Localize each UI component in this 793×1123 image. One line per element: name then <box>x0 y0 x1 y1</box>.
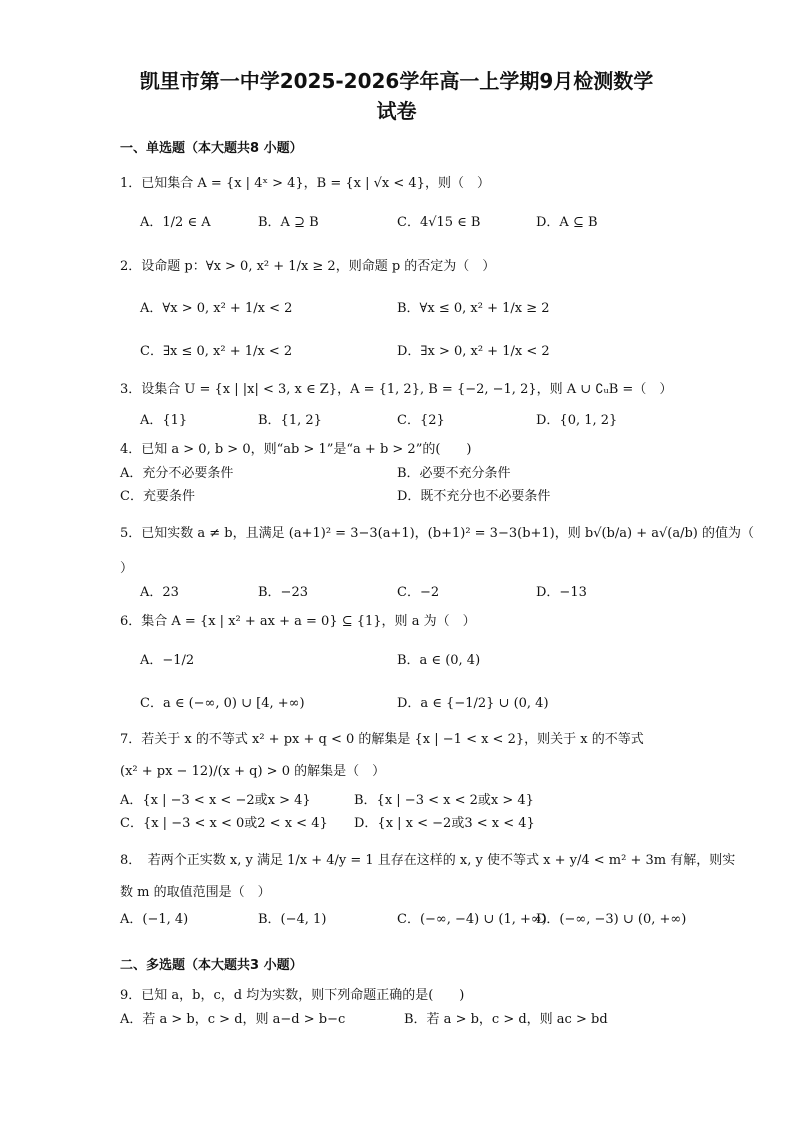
exam-title-line1: 凯里市第一中学2025-2026学年高一上学期9月检测数学 <box>139 69 654 93</box>
q7-option-b: B．{x | −3 < x < 2或x > 4} <box>354 793 534 808</box>
q8-option-d: D．(−∞, −3) ∪ (0, +∞) <box>536 912 687 927</box>
question-8-stem-cont: 数 m 的取值范围是（ ） <box>120 885 271 900</box>
q8-option-a: A．(−1, 4) <box>120 912 189 927</box>
question-6-stem: 6．集合 A = {x | x² + ax + a = 0} ⊆ {1}，则 a 为（ ） <box>120 614 476 629</box>
question-4-stem: 4．已知 a > 0, b > 0，则“ab > 1”是“a + b > 2”的( ) <box>120 442 472 457</box>
q5-option-a: A．23 <box>140 585 179 600</box>
q2-option-d: D．∃x > 0, x² + 1/x < 2 <box>397 344 550 359</box>
q6-option-d: D．a ∈ {−1/2} ∪ (0, 4) <box>397 696 549 711</box>
question-3-stem: 3．设集合 U = {x | |x| < 3, x ∈ Z}，A = {1, 2}, B = {−2, −1, 2}，则 A ∪ ∁ᵤB =（ ） <box>120 382 673 397</box>
section-single-choice: 一、单选题（本大题共8 小题） <box>120 141 303 156</box>
q6-option-c: C．a ∈ (−∞, 0) ∪ [4, +∞) <box>140 696 305 711</box>
q7-option-d: D．{x | x < −2或3 < x < 4} <box>354 816 535 831</box>
question-5-stem-cont: ） <box>120 561 134 576</box>
q3-option-a: A．{1} <box>140 413 188 428</box>
q4-option-d: D．既不充分也不必要条件 <box>397 489 551 504</box>
q8-option-b: B．(−4, 1) <box>258 912 327 927</box>
q4-option-c: C．充要条件 <box>120 489 195 504</box>
q2-option-a: A．∀x > 0, x² + 1/x < 2 <box>140 301 293 316</box>
question-2-stem: 2．设命题 p：∀x > 0, x² + 1/x ≥ 2，则命题 p 的否定为（ ） <box>120 259 496 274</box>
q1-option-d: D．A ⊆ B <box>536 215 598 230</box>
q3-option-b: B．{1, 2} <box>258 413 322 428</box>
q6-option-b: B．a ∈ (0, 4) <box>397 653 481 668</box>
q7-option-a: A．{x | −3 < x < −2或x > 4} <box>120 793 311 808</box>
q5-option-c: C．−2 <box>397 585 440 600</box>
q2-option-b: B．∀x ≤ 0, x² + 1/x ≥ 2 <box>397 301 550 316</box>
section-multiple-choice: 二、多选题（本大题共3 小题） <box>120 958 303 973</box>
q3-option-d: D．{0, 1, 2} <box>536 413 618 428</box>
q9-option-a: A．若 a > b，c > d，则 a−d > b−c <box>120 1012 346 1027</box>
question-9-stem: 9．已知 a，b，c，d 均为实数，则下列命题正确的是( ) <box>120 988 465 1003</box>
q3-option-c: C．{2} <box>397 413 445 428</box>
q6-option-a: A．−1/2 <box>140 653 195 668</box>
question-1-stem: 1．已知集合 A = {x | 4ˣ > 4}，B = {x | √x < 4}，则（ ） <box>120 176 490 191</box>
q5-option-b: B．−23 <box>258 585 308 600</box>
q1-option-b: B．A ⊇ B <box>258 215 319 230</box>
question-8-stem: 8． 若两个正实数 x, y 满足 1/x + 4/y = 1 且存在这样的 x, y 使不等式 x + y/4 < m² + 3m 有解，则实 <box>120 853 736 868</box>
q2-option-c: C．∃x ≤ 0, x² + 1/x < 2 <box>140 344 293 359</box>
q1-option-c: C．4√15 ∈ B <box>397 215 481 230</box>
q1-option-a: A．1/2 ∈ A <box>140 215 211 230</box>
q5-option-d: D．−13 <box>536 585 587 600</box>
q4-option-b: B．必要不充分条件 <box>397 466 511 481</box>
exam-title-line2: 试卷 <box>376 99 417 123</box>
question-7-stem: 7．若关于 x 的不等式 x² + px + q < 0 的解集是 {x | −1 < x < 2}，则关于 x 的不等式 <box>120 732 644 747</box>
question-7-stem-cont: (x² + px − 12)/(x + q) > 0 的解集是（ ） <box>120 764 386 779</box>
q8-option-c: C．(−∞, −4) ∪ (1, +∞) <box>397 912 547 927</box>
q4-option-a: A．充分不必要条件 <box>120 466 234 481</box>
question-5-stem: 5．已知实数 a ≠ b，且满足 (a+1)² = 3−3(a+1)，(b+1)² = 3−3(b+1)，则 b√(b/a) + a√(a/b) 的值为（ <box>120 526 754 541</box>
q7-option-c: C．{x | −3 < x < 0或2 < x < 4} <box>120 816 328 831</box>
q9-option-b: B．若 a > b，c > d，则 ac > bd <box>404 1012 608 1027</box>
